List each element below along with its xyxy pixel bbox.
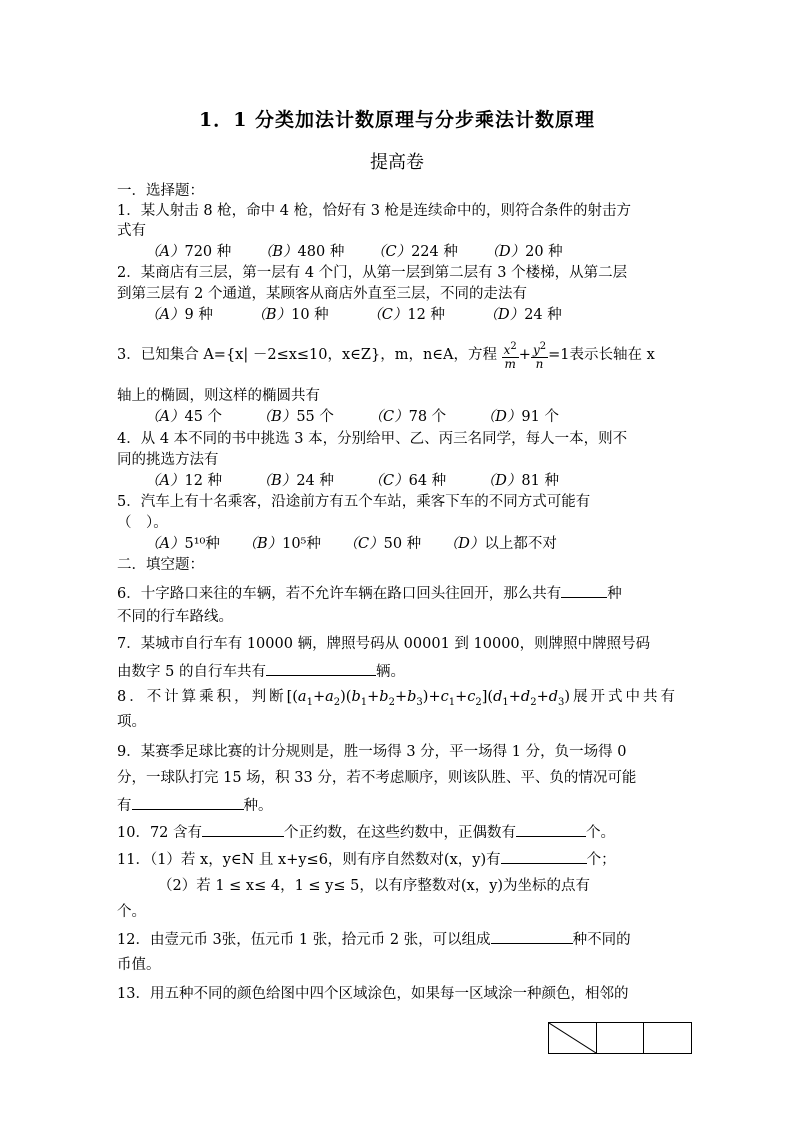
q4-line2: 同的挑选方法有 — [117, 452, 219, 468]
q4-option-a: （A）12 种 — [145, 473, 223, 489]
q9-line1: 9．某赛季足球比赛的计分规则是，胜一场得 3 分，平一场得 1 分，负一场得 0 — [117, 744, 627, 760]
q5-line1: 5．汽车上有十名乘客，沿途前方有五个车站，乘客下车的不同方式可能有 — [117, 494, 591, 510]
q12-line1: 12．由壹元币 3张，伍元币 1 张，拾元币 2 张，可以组成 种不同的 — [117, 928, 631, 950]
q10-blank-1[interactable] — [202, 821, 284, 837]
q9-line3: 有 种。 — [117, 794, 273, 816]
q8-expression: $[(a_1+a_2)(b_1+b_2+b_3)+c_1+c_2](d_1+d_2+d_3)$ — [286, 689, 571, 708]
q6-blank[interactable] — [561, 582, 607, 598]
q3-options — [145, 407, 581, 427]
q6-line1: 6．十字路口来往的车辆，若不允许车辆在路口回头往回开，那么共有 种 — [117, 582, 622, 604]
q8-line1: 8．不计算乘积，判断$[(a_1+a_2)(b_1+b_2+b_3)+c_1+c_2](d_1+d_2+d_3)$展开式中共有 — [117, 689, 675, 708]
q2-options — [145, 305, 584, 325]
q7-blank[interactable] — [266, 660, 376, 676]
section-fill-heading: 二．填空题： — [117, 557, 204, 573]
q3-prefix: 3．已知集合 A={x| －2≤x≤10，x∈Z}，m，n∈A，方程 — [117, 347, 498, 363]
q1-option-a: （A）720 种 — [145, 244, 232, 260]
q3-option-c: （C）78 个 — [368, 409, 447, 425]
q12-line2: 币值。 — [117, 957, 161, 973]
region-diagram — [548, 1022, 692, 1054]
q4-options — [145, 471, 581, 491]
q2-option-b: （B）10 种 — [251, 307, 329, 323]
q3-line1: 3．已知集合 A={x| －2≤x≤10，x∈Z}，m，n∈A，方程 $\frac{x^2}{m}$ + $\frac{y^2}{n}$ =1表示长轴在 x — [117, 340, 655, 371]
diagonal-line — [549, 1023, 596, 1053]
q3-option-d: （D）91 个 — [480, 409, 559, 425]
page-title: 1．1 分类加法计数原理与分步乘法计数原理 — [198, 109, 596, 131]
q5-option-d: （D）以上都不对 — [443, 536, 557, 552]
q2-option-d: （D）24 种 — [483, 307, 562, 323]
q3-option-a: （A）45 个 — [145, 409, 223, 425]
q4-option-b: （B）24 种 — [256, 473, 334, 489]
q5-line2: （ ）。 — [117, 515, 168, 531]
q7-line2: 由数字 5 的自行车共有 辆。 — [117, 660, 405, 682]
q7-line1: 7．某城市自行车有 10000 辆，牌照号码从 00001 到 10000，则牌照中牌照号码 — [117, 636, 651, 652]
section-choice-heading: 一．选择题： — [117, 183, 204, 199]
q1-option-d: （D）20 种 — [484, 244, 563, 260]
q10-line1: 10．72 含有 个正约数，在这些约数中，正偶数有 个。 — [117, 821, 615, 843]
q2-option-c: （C）12 种 — [367, 307, 445, 323]
q9-blank[interactable] — [132, 794, 244, 810]
q12-blank[interactable] — [491, 928, 573, 944]
q11-line1: 11．（1）若 x，y∈N 且 x+y≤6，则有序自然数对(x，y)有 个； — [117, 848, 616, 870]
q4-option-d: （D）81 种 — [480, 473, 559, 489]
q1-line1: 1．某人射击 8 枪，命中 4 枪，恰好有 3 枪是连续命中的，则符合条件的射击方 — [117, 203, 632, 219]
q3-fraction-y: $\frac{y^2}{n}$ — [532, 340, 547, 371]
q11-line2: （2）若 1 ≤ x≤ 4，1 ≤ y≤ 5，以有序整数对(x，y)为坐标的点有 — [158, 878, 591, 894]
q9-line2: 分，一球队打完 15 场，积 33 分，若不考虑顺序，则该队胜、平、负的情况可能 — [117, 770, 637, 786]
q1-options — [145, 242, 585, 262]
q3-line2: 轴上的椭圆，则这样的椭圆共有 — [117, 388, 320, 404]
q2-line1: 2．某商店有三层，第一层有 4 个门，从第一层到第二层有 3 个楼梯，从第二层 — [117, 265, 628, 281]
q5-option-a: （A）5¹⁰种 — [145, 536, 220, 552]
q5-option-c: （C）50 种 — [343, 536, 422, 552]
q3-eq-suffix: =1表示长轴在 x — [548, 347, 655, 363]
q3-fraction-x: $\frac{x^2}{m}$ — [503, 340, 517, 371]
q4-line1: 4．从 4 本不同的书中挑选 3 本，分别给甲、乙、丙三名同学，每人一本，则不 — [117, 431, 628, 447]
q5-options — [145, 534, 579, 554]
q3-option-b: （B）55 个 — [256, 409, 334, 425]
q1-option-c: （C）224 种 — [370, 244, 458, 260]
q11-line3: 个。 — [117, 904, 146, 920]
region-cell-1 — [548, 1022, 597, 1054]
q5-option-b: （B）10⁵种 — [242, 536, 321, 552]
q1-option-b: （B）480 种 — [257, 244, 345, 260]
region-cell-2 — [596, 1022, 644, 1054]
q1-line2: 式有 — [117, 223, 146, 239]
q2-line2: 到第三层有 2 个通道，某顾客从商店外直至三层，不同的走法有 — [117, 286, 527, 302]
q13-line1: 13．用五种不同的颜色给图中四个区域涂色，如果每一区域涂一种颜色，相邻的 — [117, 986, 629, 1002]
q6-line2: 不同的行车路线。 — [117, 609, 233, 625]
q4-option-c: （C）64 种 — [368, 473, 447, 489]
q8-line2: 项。 — [117, 714, 146, 730]
q10-blank-2[interactable] — [516, 821, 586, 837]
q2-option-a: （A）9 种 — [145, 307, 213, 323]
q11-blank-1[interactable] — [501, 848, 587, 864]
region-cell-3 — [643, 1022, 692, 1054]
page-subtitle: 提高卷 — [370, 152, 424, 173]
